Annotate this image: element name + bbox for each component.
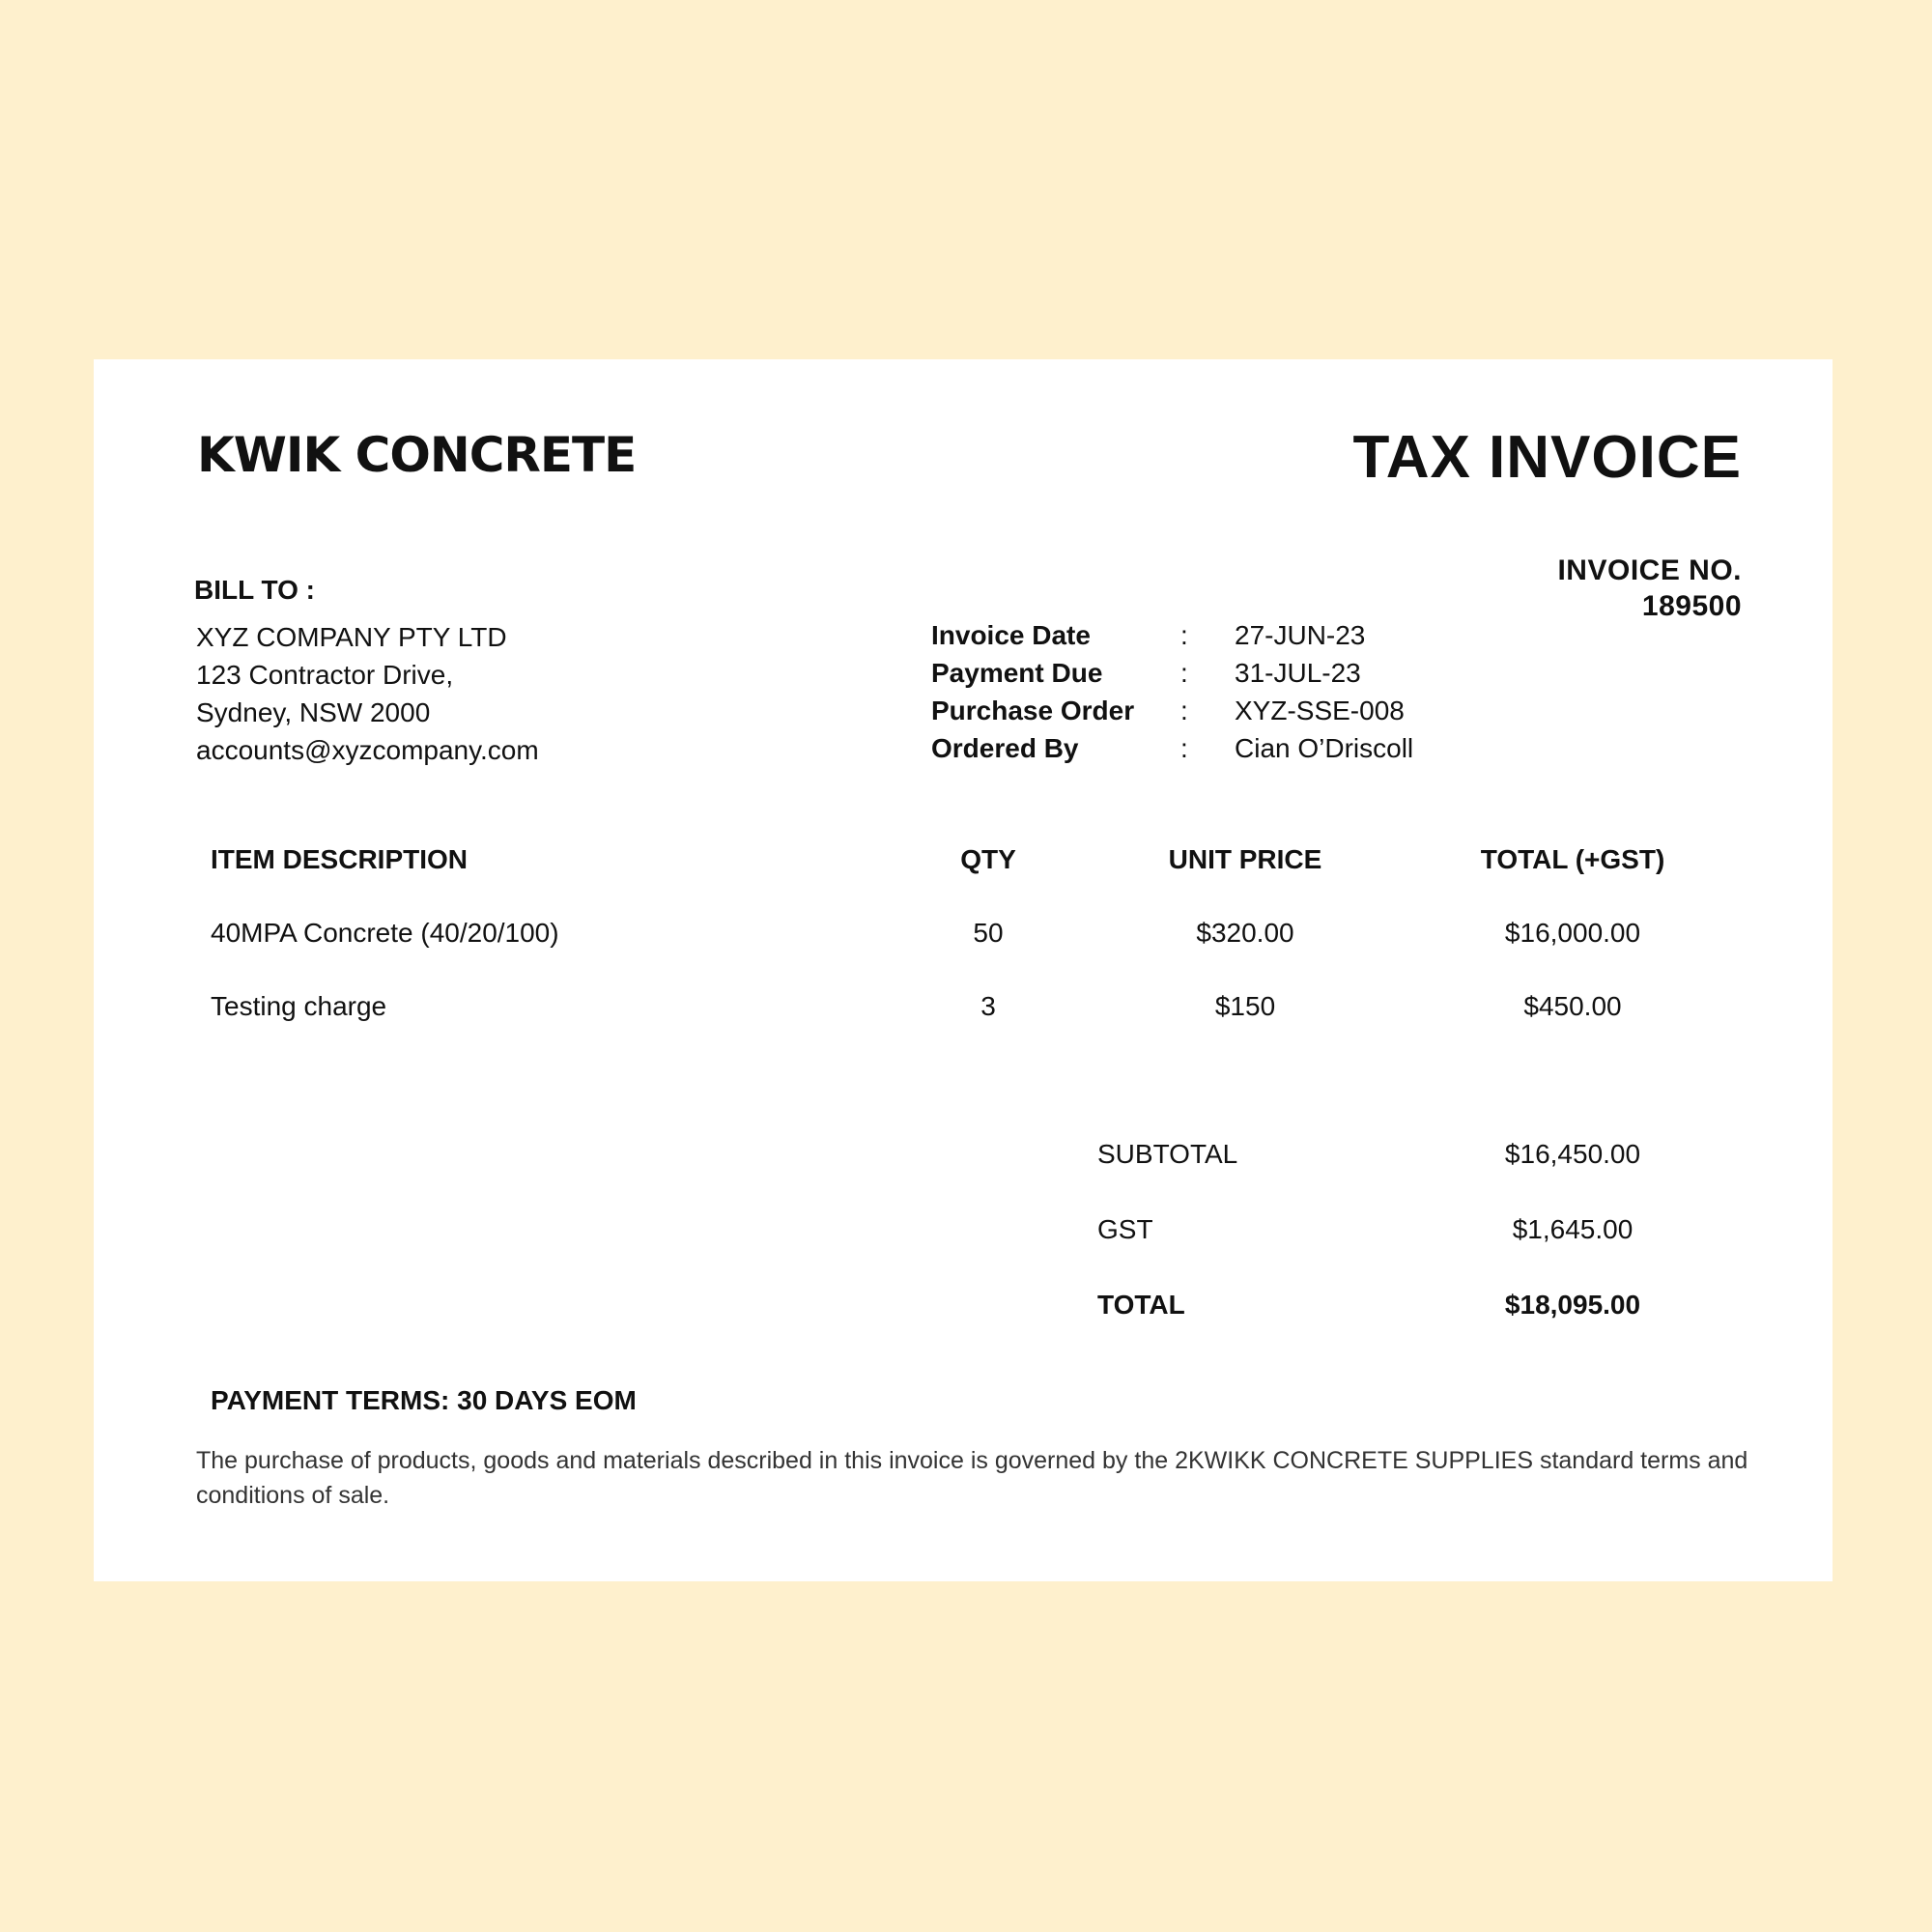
bill-to-label: BILL TO : xyxy=(194,575,315,605)
meta-value: 27-JUN-23 xyxy=(1235,620,1366,650)
row-1-qty: 50 xyxy=(973,918,1004,948)
invoice-number-label: INVOICE NO. xyxy=(1557,554,1742,586)
payment-terms-heading: PAYMENT TERMS: 30 DAYS EOM xyxy=(211,1385,637,1415)
invoice-number: 189500 xyxy=(1641,590,1742,622)
meta-value: Cian O’Driscoll xyxy=(1235,733,1414,763)
subtotal-value: $16,450.00 xyxy=(1504,1139,1641,1169)
document-title: TAX INVOICE xyxy=(1352,424,1742,491)
total-value: $18,095.00 xyxy=(1504,1290,1641,1320)
meta-colon: : xyxy=(1180,696,1188,725)
meta-value: XYZ-SSE-008 xyxy=(1235,696,1405,725)
row-1-total: $16,000.00 xyxy=(1504,918,1641,948)
row-1-unit-price: $320.00 xyxy=(1196,918,1294,948)
bill-to-company: XYZ COMPANY PTY LTD xyxy=(196,622,507,652)
gst-label: GST xyxy=(1097,1214,1153,1244)
bill-to-email: accounts@xyzcompany.com xyxy=(196,735,539,765)
gst-value: $1,645.00 xyxy=(1512,1214,1634,1244)
header-item-description: ITEM DESCRIPTION xyxy=(211,844,469,874)
meta-colon: : xyxy=(1180,733,1188,763)
terms-text: The purchase of products, goods and materials described in this invoice is governed by the 2KWIKK CONCRETE SUPPLIES standard terms and conditions of sale. xyxy=(196,1447,1748,1509)
meta-value: 31-JUL-23 xyxy=(1235,658,1361,688)
company-name: KWIK CONCRETE xyxy=(197,427,637,483)
row-1-description: 40MPA Concrete (40/20/100) xyxy=(211,918,559,948)
bill-to-street: 123 Contractor Drive, xyxy=(196,660,454,690)
invoice-number-block xyxy=(1557,553,1742,624)
invoice-card xyxy=(94,359,1833,1581)
row-2-unit-price: $150 xyxy=(1214,991,1276,1021)
bill-to-city: Sydney, NSW 2000 xyxy=(196,697,431,727)
header-qty: QTY xyxy=(960,844,1016,874)
meta-label: Purchase Order xyxy=(931,696,1135,725)
meta-colon: : xyxy=(1180,658,1188,688)
row-2-total: $450.00 xyxy=(1523,991,1622,1021)
meta-label: Ordered By xyxy=(931,733,1079,763)
meta-colon: : xyxy=(1180,620,1188,650)
subtotal-label: SUBTOTAL xyxy=(1097,1139,1238,1169)
meta-label: Payment Due xyxy=(931,658,1103,688)
header-total: TOTAL (+GST) xyxy=(1480,844,1665,874)
header-unit-price: UNIT PRICE xyxy=(1168,844,1322,874)
meta-label: Invoice Date xyxy=(931,620,1091,650)
row-2-description: Testing charge xyxy=(211,991,387,1021)
bill-to-address xyxy=(196,618,539,769)
row-2-qty: 3 xyxy=(980,991,996,1021)
total-label: TOTAL xyxy=(1097,1290,1185,1320)
